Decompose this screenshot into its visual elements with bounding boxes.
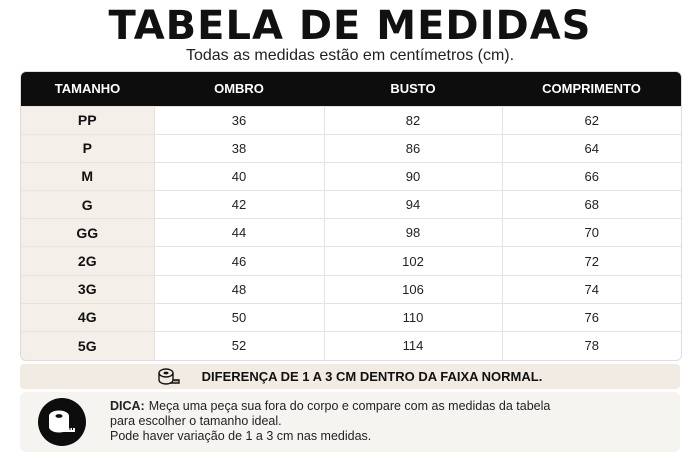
- length-cell: 76: [502, 303, 681, 331]
- length-cell: 64: [502, 134, 681, 162]
- table-row: [21, 134, 681, 162]
- shoulder-cell: 52: [154, 332, 324, 360]
- shoulder-cell: 36: [154, 106, 324, 134]
- tolerance-banner: [20, 364, 680, 389]
- page-subtitle: Todas as medidas estão em centímetros (cm).: [185, 47, 515, 64]
- tip-box: [20, 392, 680, 452]
- table-row: [21, 247, 681, 275]
- tip-line-3: Pode haver variação de 1 a 3 cm nas medidas.: [110, 429, 372, 443]
- length-cell: 62: [502, 106, 681, 134]
- shoulder-cell: 38: [154, 134, 324, 162]
- shoulder-cell: 46: [154, 247, 324, 275]
- size-cell: 3G: [21, 275, 154, 303]
- table-header-row: [21, 72, 681, 106]
- size-cell: P: [21, 134, 154, 162]
- measuring-tape-icon: [38, 398, 86, 446]
- table-row: [21, 275, 681, 303]
- length-cell: 72: [502, 247, 681, 275]
- shoulder-cell: 48: [154, 275, 324, 303]
- shoulder-cell: 40: [154, 162, 324, 190]
- table-row: [21, 191, 681, 219]
- length-cell: 68: [502, 191, 681, 219]
- page-title: TABELA DE MEDIDAS: [108, 3, 592, 49]
- size-cell: GG: [21, 219, 154, 247]
- size-cell: 4G: [21, 303, 154, 331]
- size-table: [21, 72, 681, 360]
- bust-cell: 114: [324, 332, 502, 360]
- header-tamanho: TAMANHO: [54, 81, 121, 97]
- bust-cell: 86: [324, 134, 502, 162]
- header-ombro: OMBRO: [214, 81, 264, 97]
- length-cell: 66: [502, 162, 681, 190]
- bust-cell: 90: [324, 162, 502, 190]
- bust-cell: 82: [324, 106, 502, 134]
- size-cell: PP: [21, 106, 154, 134]
- table-row: [21, 106, 681, 134]
- tip-line-2: para escolher o tamanho ideal.: [110, 414, 282, 428]
- header-comprimento: COMPRIMENTO: [542, 81, 641, 97]
- tolerance-text: DIFERENÇA DE 1 A 3 CM DENTRO DA FAIXA NORMAL.: [201, 369, 543, 384]
- bust-cell: 102: [324, 247, 502, 275]
- size-cell: G: [21, 191, 154, 219]
- table-row: [21, 332, 681, 360]
- shoulder-cell: 44: [154, 219, 324, 247]
- length-cell: 70: [502, 219, 681, 247]
- size-cell: 5G: [21, 332, 154, 360]
- size-table-container: [20, 71, 682, 361]
- measuring-tape-icon: [158, 368, 180, 386]
- size-cell: 2G: [21, 247, 154, 275]
- tip-text: [110, 399, 670, 444]
- tip-line-1: Meça uma peça sua fora do corpo e compare com as medidas da tabela: [148, 399, 551, 413]
- length-cell: 78: [502, 332, 681, 360]
- bust-cell: 98: [324, 219, 502, 247]
- header-busto: BUSTO: [390, 81, 436, 97]
- size-cell: M: [21, 162, 154, 190]
- tip-label: DICA:: [110, 399, 145, 413]
- bust-cell: 110: [324, 303, 502, 331]
- table-row: [21, 162, 681, 190]
- shoulder-cell: 42: [154, 191, 324, 219]
- bust-cell: 106: [324, 275, 502, 303]
- shoulder-cell: 50: [154, 303, 324, 331]
- length-cell: 74: [502, 275, 681, 303]
- table-row: [21, 303, 681, 331]
- bust-cell: 94: [324, 191, 502, 219]
- table-row: [21, 219, 681, 247]
